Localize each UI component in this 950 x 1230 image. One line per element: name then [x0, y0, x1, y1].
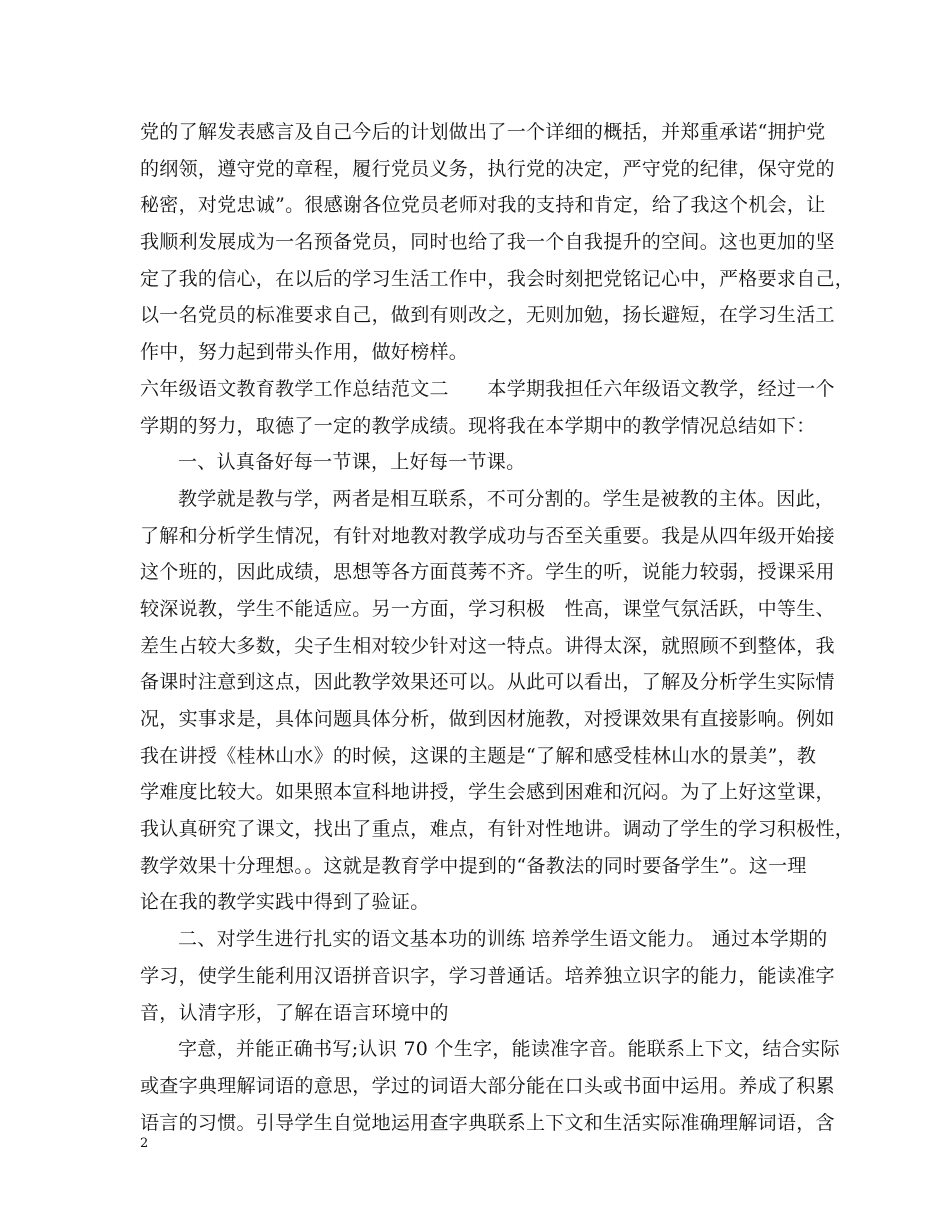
text-line: 差生占较大多数，尖子生相对较少针对这一特点。讲得太深，就照顾不到整体，我: [140, 634, 835, 657]
text-line: 定了我的信心，在以后的学习生活工作中，我会时刻把党铭记心中，严格要求自己，: [140, 267, 855, 290]
text-line: 较深说教，学生不能适应。另一方面，学习积极 性高，课堂气氛活跃，中等生、: [140, 597, 835, 620]
text-line: 况，实事求是，具体问题具体分析，做到因材施教，对授课效果有直接影响。例如: [140, 708, 835, 730]
text-line: 我顺利发展成为一名预备党员，同时也给了我一个自我提升的空间。这也更加的坚: [140, 231, 835, 254]
text-line: 秘密，对党忠诚”。很感谢各位党员老师对我的支持和肯定，给了我这个机会，让: [140, 194, 826, 217]
text-line: 学期的努力，取德了一定的教学成绩。现将我在本学期中的教学情况总结如下：: [140, 414, 816, 437]
text-line: 我认真研究了课文，找出了重点，难点，有针对性地讲。调动了学生的学习积极性，: [140, 818, 855, 841]
text-line: 的纲领，遵守党的章程，履行党员义务，执行党的决定，严守党的纪律，保守党的: [140, 157, 835, 180]
text-line: 学难度比较大。如果照本宣科地讲授，学生会感到困难和沉闷。为了上好这堂课，: [140, 781, 835, 804]
paragraph-start: 字意，并能正确书写;认识 70 个生字，能读准字音。能联系上下文，结合实际: [178, 1038, 840, 1061]
text-line: 作中，努力起到带头作用，做好榜样。: [140, 341, 469, 364]
text-line: 我在讲授《桂林山水》的时候，这课的主题是“了解和感受桂林山水的景美”，教: [140, 744, 817, 767]
text-line: 党的了解发表感言及自己今后的计划做出了一个详细的概括，并郑重承诺“拥护党: [140, 121, 826, 143]
text-line: 这个班的，因此成绩，思想等各方面莨莠不齐。学生的听，说能力较弱，授课采用: [140, 561, 835, 584]
heading-one: 一、认真备好每一节课，上好每一节课。: [178, 451, 526, 474]
text-line: 音，认清字形，了解在语言环境中的: [140, 1001, 449, 1024]
text-line: 学习，使学生能利用汉语拼音识字，学习普通话。培养独立识字的能力，能读准字: [140, 964, 835, 987]
paragraph-start: 教学就是教与学，两者是相互联系，不可分割的。学生是被教的主体。因此，: [178, 487, 835, 510]
text-line: 教学效果十分理想。。这就是教育学中提到的“备教法的同时要备学生”。这一理: [140, 854, 807, 877]
text-line: 语言的习惯。引导学生自觉地运用查字典联系上下文和生活实际准确理解词语，含: [140, 1111, 835, 1134]
text-line: 或查字典理解词语的意思，学过的词语大部分能在口头或书面中运用。养成了积累: [140, 1074, 835, 1097]
heading-two: 二、对学生进行扎实的语文基本功的训练 培养学生语文能力。 通过本学期的: [178, 928, 828, 951]
page-number: 2: [140, 1136, 149, 1151]
text-line: 了解和分析学生情况，有针对地教对教学成功与否至关重要。我是从四年级开始接: [140, 524, 835, 547]
text-line: 备课时注意到这点，因此教学效果还可以。从此可以看出，了解及分析学生实际情: [140, 671, 835, 694]
body-text: [140, 114, 855, 1141]
text-line: 以一名党员的标准要求自己，做到有则改之，无则加勉，扬长避短，在学习生活工: [140, 304, 835, 327]
section-title-line: 六年级语文教育教学工作总结范文二 本学期我担任六年级语文教学，经过一个: [140, 377, 835, 400]
text-line: 论在我的教学实践中得到了验证。: [140, 891, 430, 914]
